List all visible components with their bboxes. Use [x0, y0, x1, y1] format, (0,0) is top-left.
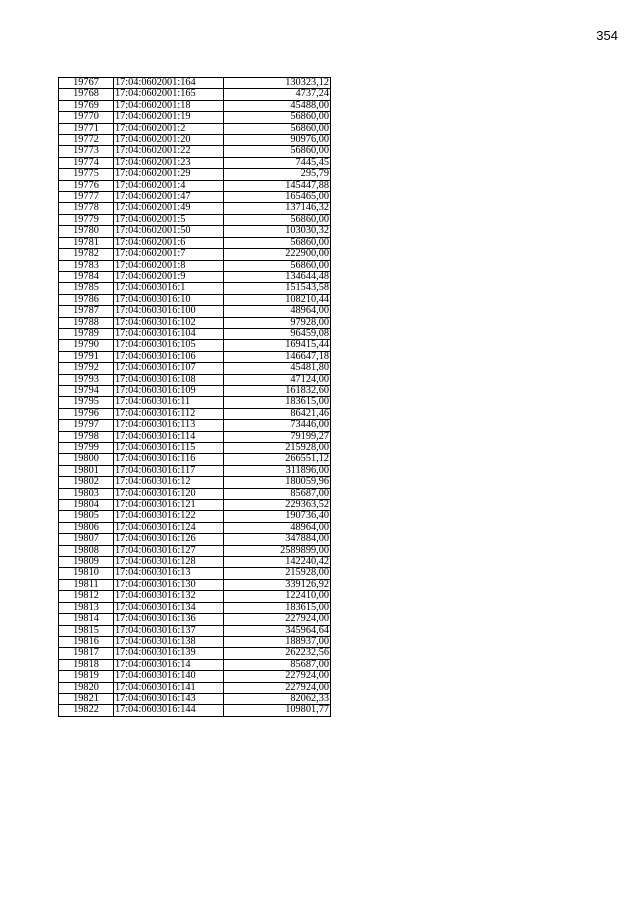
cadastral-number-cell: 17:04:0603016:122 [114, 511, 224, 522]
cadastral-number-cell: 17:04:0603016:128 [114, 557, 224, 568]
row-number-cell: 19790 [59, 340, 114, 351]
cadastral-number-cell: 17:04:0603016:120 [114, 488, 224, 499]
amount-cell: 56860,00 [224, 146, 331, 157]
cadastral-number-cell: 17:04:0603016:105 [114, 340, 224, 351]
cadastral-number-cell: 17:04:0603016:100 [114, 306, 224, 317]
amount-cell: 56860,00 [224, 123, 331, 134]
amount-cell: 73446,00 [224, 420, 331, 431]
row-number-cell: 19818 [59, 659, 114, 670]
data-table [58, 77, 331, 717]
row-number-cell: 19775 [59, 169, 114, 180]
table-row [59, 157, 331, 168]
amount-cell: 108210,44 [224, 294, 331, 305]
cadastral-number-cell: 17:04:0603016:124 [114, 522, 224, 533]
table-row [59, 545, 331, 556]
table-row [59, 431, 331, 442]
cadastral-number-cell: 17:04:0602001:23 [114, 157, 224, 168]
row-number-cell: 19804 [59, 500, 114, 511]
amount-cell: 85687,00 [224, 659, 331, 670]
table-row [59, 226, 331, 237]
cadastral-number-cell: 17:04:0603016:104 [114, 328, 224, 339]
page-number: 354 [596, 28, 618, 43]
table-row [59, 112, 331, 123]
amount-cell: 345964,64 [224, 625, 331, 636]
row-number-cell: 19795 [59, 397, 114, 408]
row-number-cell: 19767 [59, 78, 114, 89]
row-number-cell: 19781 [59, 237, 114, 248]
cadastral-number-cell: 17:04:0602001:50 [114, 226, 224, 237]
table-row [59, 602, 331, 613]
amount-cell: 47124,00 [224, 374, 331, 385]
row-number-cell: 19805 [59, 511, 114, 522]
amount-cell: 4737,24 [224, 89, 331, 100]
amount-cell: 103030,32 [224, 226, 331, 237]
cadastral-number-cell: 17:04:0603016:1 [114, 283, 224, 294]
row-number-cell: 19788 [59, 317, 114, 328]
row-number-cell: 19806 [59, 522, 114, 533]
row-number-cell: 19791 [59, 351, 114, 362]
amount-cell: 79199,27 [224, 431, 331, 442]
table-row [59, 306, 331, 317]
amount-cell: 142240,42 [224, 557, 331, 568]
amount-cell: 215928,00 [224, 443, 331, 454]
table-row [59, 705, 331, 716]
row-number-cell: 19770 [59, 112, 114, 123]
table-row [59, 203, 331, 214]
row-number-cell: 19796 [59, 408, 114, 419]
cadastral-number-cell: 17:04:0603016:117 [114, 465, 224, 476]
amount-cell: 2589899,00 [224, 545, 331, 556]
row-number-cell: 19787 [59, 306, 114, 317]
row-number-cell: 19771 [59, 123, 114, 134]
row-number-cell: 19773 [59, 146, 114, 157]
row-number-cell: 19786 [59, 294, 114, 305]
amount-cell: 183615,00 [224, 602, 331, 613]
amount-cell: 45481,80 [224, 363, 331, 374]
amount-cell: 227924,00 [224, 671, 331, 682]
cadastral-number-cell: 17:04:0602001:20 [114, 135, 224, 146]
table-row [59, 465, 331, 476]
cadastral-number-cell: 17:04:0602001:8 [114, 260, 224, 271]
table-row [59, 363, 331, 374]
table-row [59, 271, 331, 282]
table-row [59, 443, 331, 454]
cadastral-number-cell: 17:04:0602001:18 [114, 100, 224, 111]
cadastral-number-cell: 17:04:0603016:134 [114, 602, 224, 613]
row-number-cell: 19820 [59, 682, 114, 693]
table-row [59, 591, 331, 602]
row-number-cell: 19801 [59, 465, 114, 476]
cadastral-number-cell: 17:04:0602001:47 [114, 192, 224, 203]
table-row [59, 192, 331, 203]
row-number-cell: 19800 [59, 454, 114, 465]
amount-cell: 183615,00 [224, 397, 331, 408]
row-number-cell: 19768 [59, 89, 114, 100]
table-row [59, 249, 331, 260]
row-number-cell: 19780 [59, 226, 114, 237]
cadastral-number-cell: 17:04:0603016:115 [114, 443, 224, 454]
row-number-cell: 19776 [59, 180, 114, 191]
cadastral-number-cell: 17:04:0603016:116 [114, 454, 224, 465]
amount-cell: 96459,08 [224, 328, 331, 339]
cadastral-number-cell: 17:04:0602001:29 [114, 169, 224, 180]
cadastral-number-cell: 17:04:0603016:130 [114, 579, 224, 590]
amount-cell: 86421,46 [224, 408, 331, 419]
row-number-cell: 19815 [59, 625, 114, 636]
amount-cell: 266551,12 [224, 454, 331, 465]
table-row [59, 614, 331, 625]
row-number-cell: 19808 [59, 545, 114, 556]
amount-cell: 180059,96 [224, 477, 331, 488]
amount-cell: 227924,00 [224, 614, 331, 625]
row-number-cell: 19810 [59, 568, 114, 579]
cadastral-number-cell: 17:04:0603016:112 [114, 408, 224, 419]
row-number-cell: 19813 [59, 602, 114, 613]
table-row [59, 659, 331, 670]
row-number-cell: 19812 [59, 591, 114, 602]
row-number-cell: 19797 [59, 420, 114, 431]
cadastral-number-cell: 17:04:0603016:140 [114, 671, 224, 682]
table-row [59, 317, 331, 328]
amount-cell: 188937,00 [224, 636, 331, 647]
cadastral-number-cell: 17:04:0603016:108 [114, 374, 224, 385]
table-row [59, 214, 331, 225]
amount-cell: 134644,48 [224, 271, 331, 282]
table-row [59, 340, 331, 351]
row-number-cell: 19793 [59, 374, 114, 385]
cadastral-number-cell: 17:04:0603016:113 [114, 420, 224, 431]
cadastral-number-cell: 17:04:0603016:102 [114, 317, 224, 328]
amount-cell: 130323,12 [224, 78, 331, 89]
cadastral-number-cell: 17:04:0603016:13 [114, 568, 224, 579]
row-number-cell: 19798 [59, 431, 114, 442]
amount-cell: 215928,00 [224, 568, 331, 579]
table-row [59, 534, 331, 545]
table-row [59, 135, 331, 146]
table-row [59, 488, 331, 499]
amount-cell: 56860,00 [224, 237, 331, 248]
table-row [59, 374, 331, 385]
table-row [59, 511, 331, 522]
cadastral-number-cell: 17:04:0603016:121 [114, 500, 224, 511]
table-row [59, 522, 331, 533]
row-number-cell: 19789 [59, 328, 114, 339]
table-row [59, 180, 331, 191]
amount-cell: 151543,58 [224, 283, 331, 294]
amount-cell: 45488,00 [224, 100, 331, 111]
row-number-cell: 19802 [59, 477, 114, 488]
row-number-cell: 19807 [59, 534, 114, 545]
cadastral-number-cell: 17:04:0603016:144 [114, 705, 224, 716]
table-row [59, 579, 331, 590]
row-number-cell: 19811 [59, 579, 114, 590]
amount-cell: 262232,56 [224, 648, 331, 659]
row-number-cell: 19792 [59, 363, 114, 374]
table-row [59, 693, 331, 704]
cadastral-number-cell: 17:04:0602001:165 [114, 89, 224, 100]
amount-cell: 229363,52 [224, 500, 331, 511]
table-row [59, 123, 331, 134]
cadastral-number-cell: 17:04:0602001:9 [114, 271, 224, 282]
table-body [59, 78, 331, 717]
cadastral-number-cell: 17:04:0602001:7 [114, 249, 224, 260]
row-number-cell: 19774 [59, 157, 114, 168]
row-number-cell: 19772 [59, 135, 114, 146]
amount-cell: 48964,00 [224, 306, 331, 317]
table-row [59, 408, 331, 419]
table-row [59, 682, 331, 693]
amount-cell: 90976,00 [224, 135, 331, 146]
row-number-cell: 19821 [59, 693, 114, 704]
cadastral-number-cell: 17:04:0603016:137 [114, 625, 224, 636]
amount-cell: 146647,18 [224, 351, 331, 362]
table-row [59, 568, 331, 579]
row-number-cell: 19779 [59, 214, 114, 225]
cadastral-number-cell: 17:04:0603016:138 [114, 636, 224, 647]
row-number-cell: 19814 [59, 614, 114, 625]
amount-cell: 145447,88 [224, 180, 331, 191]
cadastral-number-cell: 17:04:0603016:107 [114, 363, 224, 374]
table-row [59, 385, 331, 396]
amount-cell: 311896,00 [224, 465, 331, 476]
amount-cell: 97928,00 [224, 317, 331, 328]
cadastral-number-cell: 17:04:0602001:2 [114, 123, 224, 134]
table-row [59, 169, 331, 180]
cadastral-number-cell: 17:04:0603016:114 [114, 431, 224, 442]
cadastral-number-cell: 17:04:0602001:5 [114, 214, 224, 225]
table-row [59, 146, 331, 157]
row-number-cell: 19794 [59, 385, 114, 396]
row-number-cell: 19816 [59, 636, 114, 647]
row-number-cell: 19778 [59, 203, 114, 214]
cadastral-number-cell: 17:04:0602001:49 [114, 203, 224, 214]
table-row [59, 237, 331, 248]
amount-cell: 82062,33 [224, 693, 331, 704]
amount-cell: 347884,00 [224, 534, 331, 545]
row-number-cell: 19784 [59, 271, 114, 282]
table-row [59, 636, 331, 647]
row-number-cell: 19822 [59, 705, 114, 716]
table-row [59, 283, 331, 294]
table-row [59, 100, 331, 111]
cadastral-number-cell: 17:04:0602001:22 [114, 146, 224, 157]
amount-cell: 222900,00 [224, 249, 331, 260]
cadastral-number-cell: 17:04:0602001:19 [114, 112, 224, 123]
table-row [59, 671, 331, 682]
cadastral-number-cell: 17:04:0603016:14 [114, 659, 224, 670]
table-row [59, 397, 331, 408]
row-number-cell: 19769 [59, 100, 114, 111]
cadastral-number-cell: 17:04:0602001:4 [114, 180, 224, 191]
cadastral-number-cell: 17:04:0602001:164 [114, 78, 224, 89]
row-number-cell: 19819 [59, 671, 114, 682]
table-row [59, 500, 331, 511]
cadastral-number-cell: 17:04:0603016:126 [114, 534, 224, 545]
table-row [59, 328, 331, 339]
table-row [59, 648, 331, 659]
table-row [59, 454, 331, 465]
cadastral-number-cell: 17:04:0603016:11 [114, 397, 224, 408]
amount-cell: 48964,00 [224, 522, 331, 533]
row-number-cell: 19777 [59, 192, 114, 203]
cadastral-number-cell: 17:04:0603016:12 [114, 477, 224, 488]
row-number-cell: 19799 [59, 443, 114, 454]
row-number-cell: 19782 [59, 249, 114, 260]
cadastral-number-cell: 17:04:0603016:136 [114, 614, 224, 625]
amount-cell: 165465,00 [224, 192, 331, 203]
amount-cell: 161832,60 [224, 385, 331, 396]
table-row [59, 260, 331, 271]
amount-cell: 7445,45 [224, 157, 331, 168]
amount-cell: 339126,92 [224, 579, 331, 590]
table-row [59, 477, 331, 488]
cadastral-number-cell: 17:04:0603016:10 [114, 294, 224, 305]
row-number-cell: 19783 [59, 260, 114, 271]
amount-cell: 137146,32 [224, 203, 331, 214]
amount-cell: 56860,00 [224, 260, 331, 271]
cadastral-number-cell: 17:04:0602001:6 [114, 237, 224, 248]
table-row [59, 89, 331, 100]
row-number-cell: 19785 [59, 283, 114, 294]
table-row [59, 78, 331, 89]
cadastral-number-cell: 17:04:0603016:141 [114, 682, 224, 693]
amount-cell: 227924,00 [224, 682, 331, 693]
table-row [59, 420, 331, 431]
amount-cell: 85687,00 [224, 488, 331, 499]
table-row [59, 351, 331, 362]
cadastral-number-cell: 17:04:0603016:143 [114, 693, 224, 704]
amount-cell: 109801,77 [224, 705, 331, 716]
table-row [59, 557, 331, 568]
cadastral-number-cell: 17:04:0603016:132 [114, 591, 224, 602]
cadastral-number-cell: 17:04:0603016:109 [114, 385, 224, 396]
amount-cell: 169415,44 [224, 340, 331, 351]
amount-cell: 56860,00 [224, 214, 331, 225]
amount-cell: 56860,00 [224, 112, 331, 123]
table-row [59, 625, 331, 636]
row-number-cell: 19803 [59, 488, 114, 499]
cadastral-number-cell: 17:04:0603016:127 [114, 545, 224, 556]
table-row [59, 294, 331, 305]
cadastral-number-cell: 17:04:0603016:139 [114, 648, 224, 659]
amount-cell: 122410,00 [224, 591, 331, 602]
amount-cell: 295,79 [224, 169, 331, 180]
cadastral-number-cell: 17:04:0603016:106 [114, 351, 224, 362]
amount-cell: 190736,40 [224, 511, 331, 522]
row-number-cell: 19817 [59, 648, 114, 659]
row-number-cell: 19809 [59, 557, 114, 568]
